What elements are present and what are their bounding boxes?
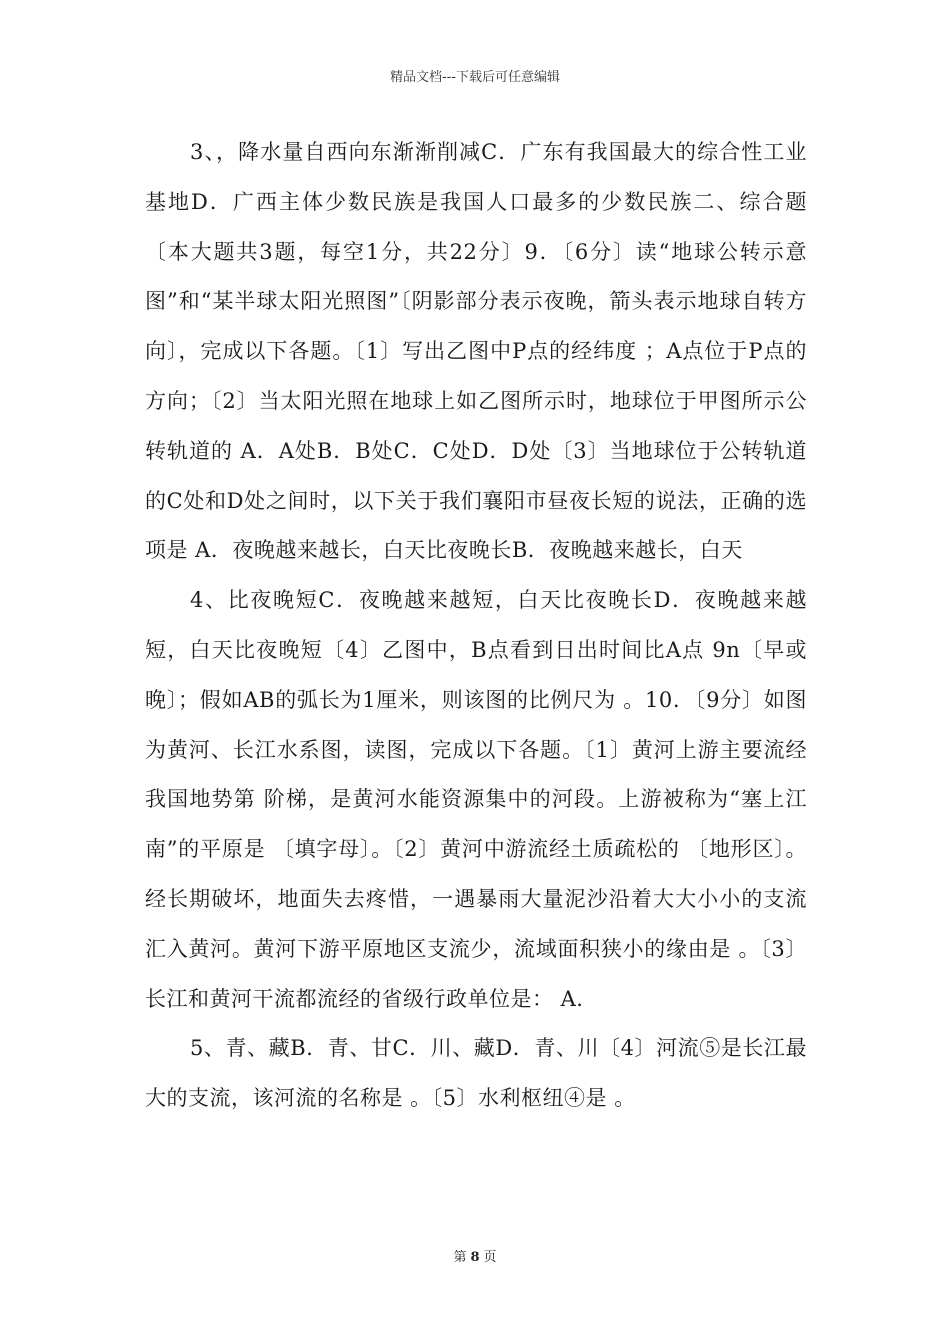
footer-suffix: 页 (483, 1250, 497, 1265)
paragraph-3: 3、，降水量自西向东渐渐削减C．广东有我国最大的综合性工业基地D．广西主体少数民族是我国人口最多的少数民族二、综合题〔本大题共3题，每空1分，共22分〕9．〔6分〕读“地球公转示意图”和“某半球太阳光照图”〔阴影部分表示夜晚，箭头表示地球自转方向〕，完成以下各题。〔1〕写出乙图中P点的经纬度 ；A点位于P点的 方向；〔2〕当太阳光照在地球上如乙图所示时，地球位于甲图所示公转轨道的 A．A处B．B处C．C处D．D处〔3〕当地球位于公转轨道的C处和D处之间时，以下关于我们襄阳市昼夜长短的说法，正确的选项是 A．夜晚越来越长，白天比夜晚长B．夜晚越来越长，白天 (145, 140, 807, 563)
paragraph-5: 5、青、藏B．青、甘C．川、藏D．青、川〔4〕河流⑤是长江最大的支流，该河流的名称是 。〔5〕水利枢纽④是 。 (145, 1036, 807, 1111)
footer-prefix: 第 (453, 1250, 467, 1265)
page-number: 8 (470, 1250, 480, 1265)
document-body (145, 128, 807, 1124)
page-footer (0, 1246, 950, 1265)
paragraph-4: 4、比夜晚短C．夜晚越来越短，白天比夜晚长D．夜晚越来越短，白天比夜晚短〔4〕乙图中，B点看到日出时间比A点 9n〔早或晚〕；假如AB的弧长为1厘米，则该图的比例尺为 。10．〔9分〕如图为黄河、长江水系图，读图，完成以下各题。〔1〕黄河上游主要流经我国地势第 阶梯，是黄河水能资源集中的河段。上游被称为“塞上江南”的平原是 〔填字母〕。〔2〕黄河中游流经土质疏松的 〔地形区〕。经长期破坏，地面失去疼惜，一遇暴雨大量泥沙沿着大大小小的支流汇入黄河。黄河下游平原地区支流少，流域面积狭小的缘由是 。〔3〕长江和黄河干流都流经的省级行政单位是： A． (145, 588, 807, 1011)
page-header: 精品文档---下载后可任意编辑 (389, 70, 561, 85)
